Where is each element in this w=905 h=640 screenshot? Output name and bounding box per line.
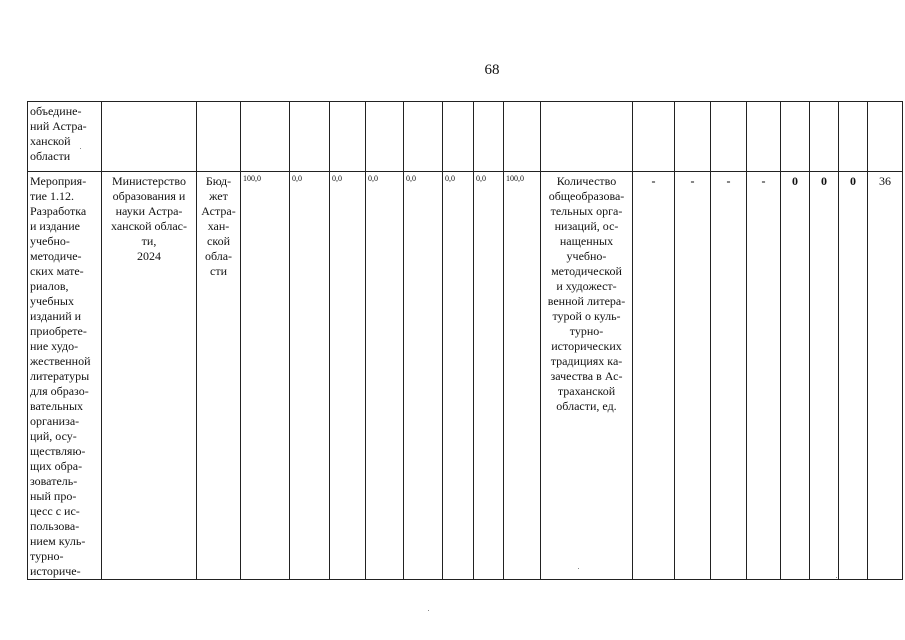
empty-cell — [404, 102, 443, 172]
indicator-value-cell — [675, 172, 711, 580]
scan-speck — [578, 568, 579, 569]
scan-speck — [80, 148, 81, 149]
continuation-name-text: объедине- ний Астра- ханской области — [30, 104, 87, 163]
indicator-value: - — [651, 174, 656, 188]
finance-cell — [404, 172, 443, 580]
empty-cell — [810, 102, 839, 172]
indicator-value-cell — [747, 172, 781, 580]
empty-cell — [102, 102, 197, 172]
empty-cell — [839, 102, 868, 172]
empty-cell — [241, 102, 290, 172]
finance-total-cell — [504, 172, 541, 580]
finance-value: 0,0 — [406, 174, 416, 183]
indicator-value: 0 — [792, 174, 798, 188]
finance-value: 0,0 — [292, 174, 302, 183]
finance-total-value: 100,0 — [506, 174, 524, 183]
funding-source-cell — [197, 172, 241, 580]
indicator-value: - — [690, 174, 695, 188]
empty-cell — [747, 102, 781, 172]
empty-cell — [541, 102, 633, 172]
indicator-cell — [541, 172, 633, 580]
empty-cell — [868, 102, 903, 172]
finance-cell — [443, 172, 474, 580]
indicator-value-cell — [839, 172, 868, 580]
empty-cell — [330, 102, 366, 172]
finance-cell — [474, 172, 504, 580]
funding-source-text: Бюд- жет Астра- хан- ской обла- сти — [201, 174, 236, 278]
program-table — [27, 101, 903, 580]
continuation-name-cell — [28, 102, 102, 172]
finance-cell — [330, 172, 366, 580]
empty-cell — [781, 102, 810, 172]
empty-cell — [675, 102, 711, 172]
empty-cell — [197, 102, 241, 172]
event-name-text: Мероприя- тие 1.12. Разработка и издание учебно- методиче- ских мате- риалов, учебных изданий и приобрете- ние худо- жественной литературы для образо- вательных организа- ций, осу- ществляю- щих обра- зователь- ный про- цесс с ис- пользова- нием куль- турно- историче- — [30, 174, 91, 578]
finance-cell — [241, 172, 290, 580]
finance-cell — [290, 172, 330, 580]
empty-cell — [443, 102, 474, 172]
finance-value: 0,0 — [368, 174, 378, 183]
indicator-value: 0 — [850, 174, 856, 188]
event-row — [28, 172, 903, 580]
empty-cell — [504, 102, 541, 172]
finance-value: 0,0 — [476, 174, 486, 183]
finance-value: 0,0 — [332, 174, 342, 183]
indicator-value-cell — [633, 172, 675, 580]
executor-text: Министерство образования и науки Астра- ханской облас- ти, 2024 — [110, 174, 187, 263]
executor-cell — [102, 172, 197, 580]
scan-speck — [428, 610, 429, 611]
indicator-text: Количество общеобразова- тельных орга- низаций, ос- нащенных учебно- методической и художест- венной литера- турой о куль- турно- исторических традициях ка- зачества в Ас- траханской области, ед. — [547, 174, 626, 413]
indicator-value-cell — [868, 172, 903, 580]
empty-cell — [366, 102, 404, 172]
indicator-value: - — [761, 174, 766, 188]
indicator-value: 36 — [879, 174, 891, 188]
continuation-row — [28, 102, 903, 172]
empty-cell — [474, 102, 504, 172]
finance-value: 0,0 — [445, 174, 455, 183]
empty-cell — [711, 102, 747, 172]
empty-cell — [290, 102, 330, 172]
event-name-cell — [28, 172, 102, 580]
indicator-value: 0 — [821, 174, 827, 188]
indicator-value-cell — [781, 172, 810, 580]
empty-cell — [633, 102, 675, 172]
finance-value: 100,0 — [243, 174, 261, 183]
scan-speck — [836, 577, 837, 578]
indicator-value: - — [726, 174, 731, 188]
indicator-value-cell — [711, 172, 747, 580]
indicator-value-cell — [810, 172, 839, 580]
page-number: 68 — [484, 62, 500, 78]
finance-cell — [366, 172, 404, 580]
